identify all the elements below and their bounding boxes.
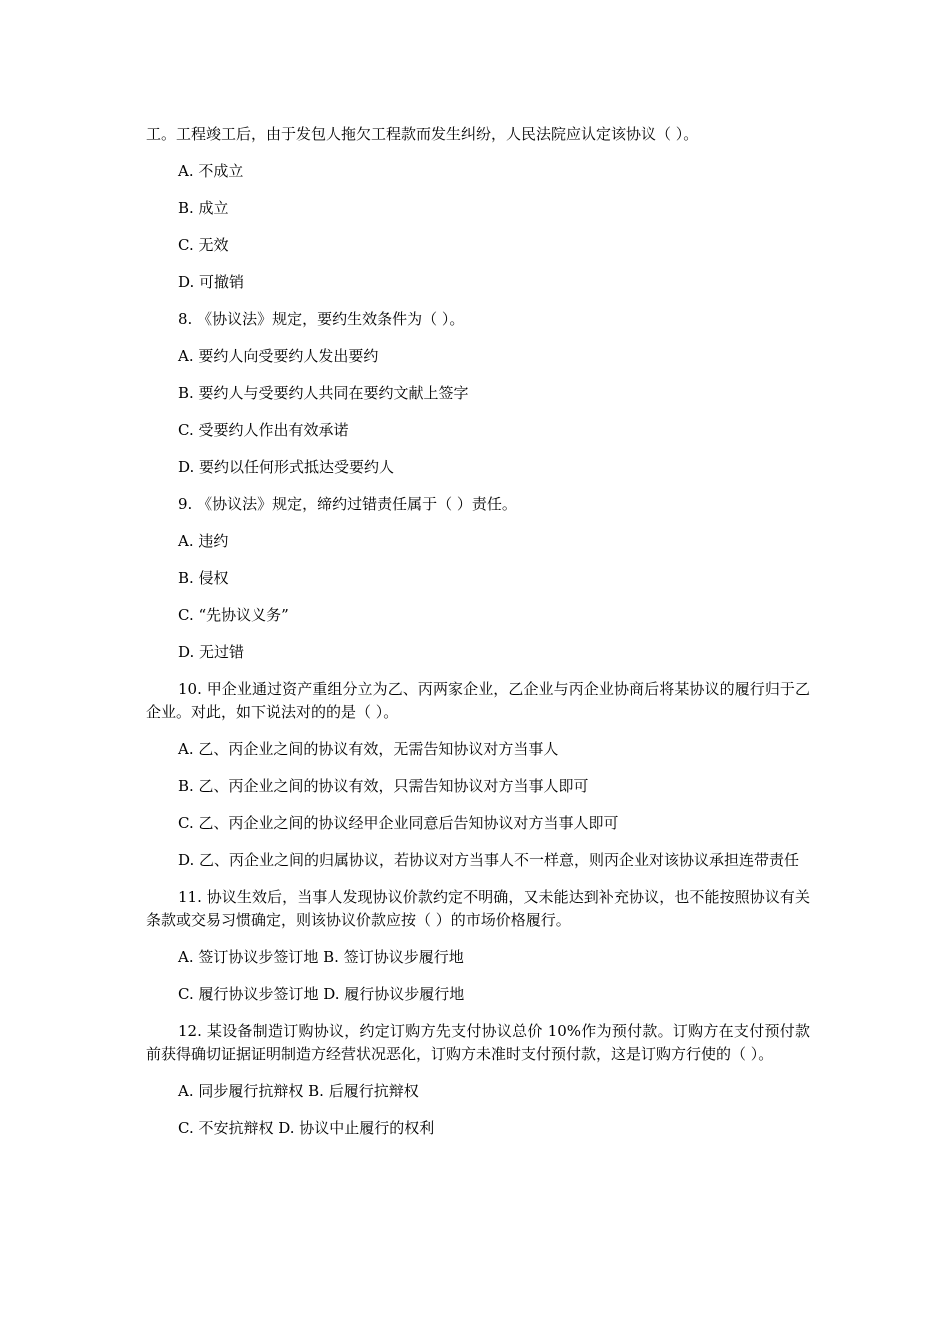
q7-option-b: B. 成立 [178,199,229,217]
question-11: 11. 协议生效后，当事人发现协议价款约定不明确，又未能达到补充协议，也不能按照协议有关条款或交易习惯确定，则该协议价款应按（ ）的市场价格履行。 [146,888,810,929]
question-10: 10. 甲企业通过资产重组分立为乙、丙两家企业，乙企业与丙企业协商后将某协议的履行归于乙企业。对此，如下说法对的的是（ ）。 [146,680,810,721]
q8-option-a: A. 要约人向受要约人发出要约 [178,347,379,365]
question-8: 8. 《协议法》规定，要约生效条件为（ ）。 [178,310,465,328]
q12-options-ab: A. 同步履行抗辩权 B. 后履行抗辩权 [178,1082,419,1100]
q8-option-c: C. 受要约人作出有效承诺 [178,421,349,439]
q8-option-b: B. 要约人与受要约人共同在要约文献上签字 [178,384,469,402]
q10-option-c: C. 乙、丙企业之间的协议经甲企业同意后告知协议对方当事人即可 [178,814,619,832]
document-body [146,123,810,1154]
q10-option-d: D. 乙、丙企业之间的归属协议，若协议对方当事人不一样意，则丙企业对该协议承担连带责任 [178,851,800,869]
q9-option-a: A. 违约 [178,532,229,550]
q10-option-a: A. 乙、丙企业之间的协议有效，无需告知协议对方当事人 [178,740,559,758]
q7-option-c: C. 无效 [178,236,229,254]
q12-options-cd: C. 不安抗辩权 D. 协议中止履行的权利 [178,1119,435,1137]
q9-option-b: B. 侵权 [178,569,229,587]
q7-option-a: A. 不成立 [178,162,244,180]
q7-option-d: D. 可撤销 [178,273,245,291]
q8-option-d: D. 要约以任何形式抵达受要约人 [178,458,395,476]
question-12: 12. 某设备制造订购协议，约定订购方先支付协议总价 10%作为预付款。订购方在支付预付款前获得确切证据证明制造方经营状况恶化，订购方未准时支付预付款，这是订购方行使的（ ）。 [146,1022,810,1063]
q11-options-ab: A. 签订协议步签订地 B. 签订协议步履行地 [178,948,464,966]
q11-options-cd: C. 履行协议步签订地 D. 履行协议步履行地 [178,985,465,1003]
q9-option-c: C. “先协议义务” [178,606,289,624]
question-7-continuation: 工。工程竣工后，由于发包人拖欠工程款而发生纠纷，人民法院应认定该协议（ ）。 [146,125,699,143]
q9-option-d: D. 无过错 [178,643,245,661]
question-9: 9. 《协议法》规定，缔约过错责任属于（ ）责任。 [178,495,517,513]
q10-option-b: B. 乙、丙企业之间的协议有效，只需告知协议对方当事人即可 [178,777,589,795]
